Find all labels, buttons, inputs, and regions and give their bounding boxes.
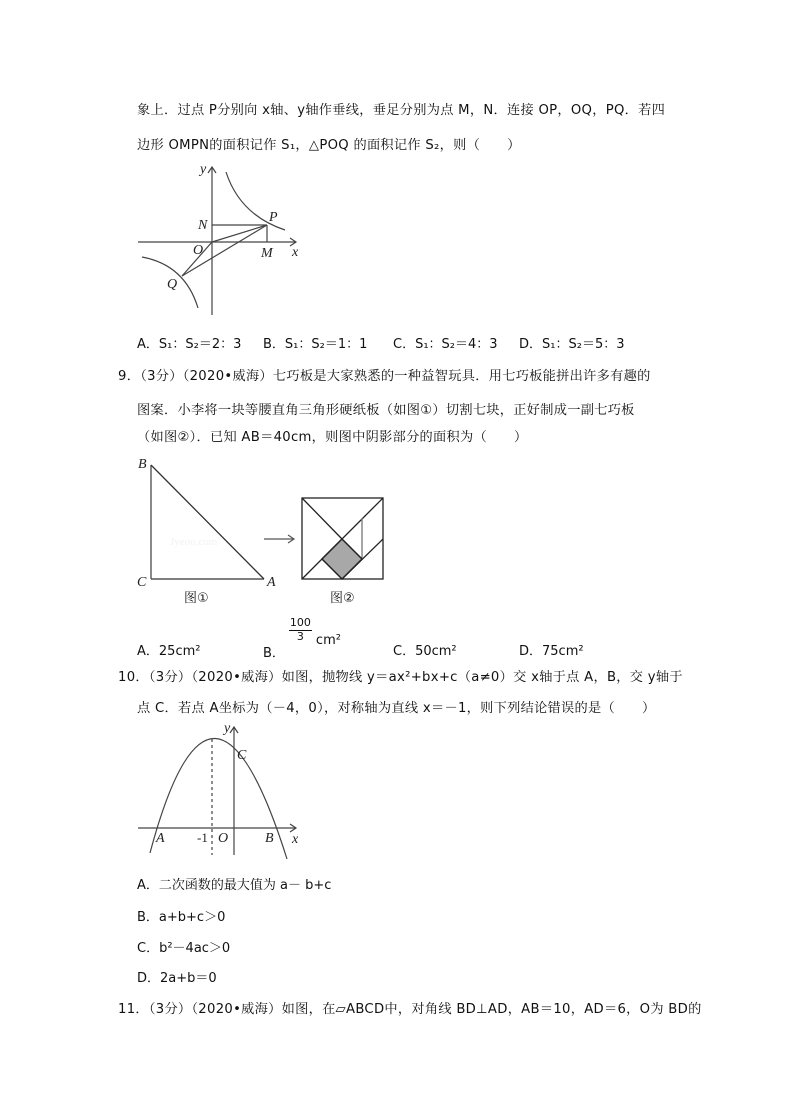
q9-caption-fig1: 图①	[184, 591, 209, 606]
option-unit: cm²	[315, 632, 341, 648]
q8-label-N: N	[198, 218, 208, 233]
q9-label-B: B	[138, 457, 147, 472]
q9-option-d[interactable]	[519, 640, 584, 659]
q9-figure-tangram	[130, 450, 400, 610]
q8-figure-hyperbola	[130, 155, 330, 325]
q10-label-A: A	[156, 831, 165, 846]
q8-stem-line1: 象上．过点 P分别向 x轴、y轴作垂线，垂足分别为点 M，N．连接 OP，OQ，PQ．若四	[137, 103, 666, 118]
q10-option-d[interactable]	[137, 967, 217, 986]
option-key: B．	[137, 910, 159, 925]
option-text: b²－4ac＞0	[159, 941, 231, 956]
q10-label-B: B	[265, 831, 274, 846]
q9-stem-line2: 图案．小李将一块等腰直角三角形硬纸板（如图①）切割七块，正好制成一副七巧板	[137, 403, 635, 418]
q10-label-O: O	[218, 831, 229, 846]
q10-option-b[interactable]	[137, 906, 225, 925]
option-text: 25cm²	[158, 644, 201, 659]
fraction-denominator: 3	[296, 629, 304, 643]
q9-stem-line3: （如图②）．已知 AB＝40cm，则图中阴影部分的面积为（ ）	[137, 430, 528, 445]
q10-option-a[interactable]	[137, 874, 331, 893]
q10-stem-line1: 10．（3分）（2020•威海）如图，抛物线 y＝ax²+bx+c（a≠0）交 x轴于点 A，B，交 y轴于	[118, 670, 683, 685]
q9-label-A: A	[267, 575, 276, 590]
q10-stem-line2: 点 C．若点 A坐标为（－4，0），对称轴为直线 x＝－1，则下列结论错误的是（ ）	[137, 701, 656, 716]
q9-shaded-region	[322, 539, 362, 579]
q10-figure-parabola	[130, 715, 310, 865]
q9-option-b[interactable]	[263, 616, 341, 661]
option-key: B．	[263, 337, 285, 352]
option-key: C．	[393, 337, 416, 352]
option-key: A．	[137, 337, 159, 352]
option-text: a+b+c＞0	[158, 910, 226, 925]
option-text: 75cm²	[542, 644, 584, 659]
q10-option-c[interactable]	[137, 937, 230, 956]
option-key: B．	[263, 645, 285, 661]
q8-label-P: P	[269, 210, 278, 225]
q10-label-neg1: -1	[197, 830, 208, 845]
option-text: S₁：S₂＝1：1	[284, 337, 368, 352]
q9-label-C: C	[137, 575, 147, 590]
option-text: 50cm²	[415, 644, 457, 659]
option-text: S₁：S₂＝2：3	[158, 337, 242, 352]
q8-label-x: x	[292, 245, 299, 260]
q8-label-M: M	[261, 246, 273, 261]
option-key: C．	[137, 941, 160, 956]
q8-option-a[interactable]	[137, 333, 241, 352]
q8-label-O: O	[193, 243, 204, 258]
q8-option-c[interactable]	[393, 333, 498, 352]
option-text: S₁：S₂＝4：3	[415, 337, 498, 352]
fraction	[289, 617, 312, 643]
fraction-numerator: 100	[289, 616, 311, 629]
option-key: A．	[137, 644, 159, 659]
option-key: D．	[519, 337, 543, 352]
option-key: D．	[137, 971, 161, 986]
option-text: 二次函数的最大值为 a－ b+c	[158, 878, 332, 893]
q8-stem-line2: 边形 OMPN的面积记作 S₁，△POQ 的面积记作 S₂，则（ ）	[137, 138, 521, 153]
arrow-right-icon	[264, 535, 294, 543]
q8-option-b[interactable]	[263, 333, 367, 352]
q8-option-d[interactable]	[519, 333, 625, 352]
option-text: S₁：S₂＝5：3	[542, 337, 625, 352]
option-key: D．	[519, 644, 543, 659]
option-text: 2a+b＝0	[160, 971, 217, 986]
option-key: C．	[393, 644, 416, 659]
q9-caption-fig2: 图②	[330, 591, 355, 606]
q10-label-C: C	[237, 748, 247, 763]
q11-stem-line1: 11．（3分）（2020•威海）如图，在▱ABCD中，对角线 BD⊥AD，AB＝10，AD＝6，O为 BD的	[118, 1002, 702, 1017]
q8-label-y: y	[200, 162, 207, 177]
q9-stem-line1: 9．（3分）（2020•威海）七巧板是大家熟悉的一种益智玩具．用七巧板能拼出许多有趣的	[118, 369, 651, 384]
q9-option-c[interactable]	[393, 640, 457, 659]
q10-label-x: x	[292, 832, 299, 847]
q10-label-y: y	[224, 721, 231, 736]
q9-watermark: Jyeoo.com	[170, 536, 218, 548]
option-key: A．	[137, 878, 159, 893]
q8-label-Q: Q	[167, 277, 178, 292]
q9-option-a[interactable]	[137, 640, 200, 659]
